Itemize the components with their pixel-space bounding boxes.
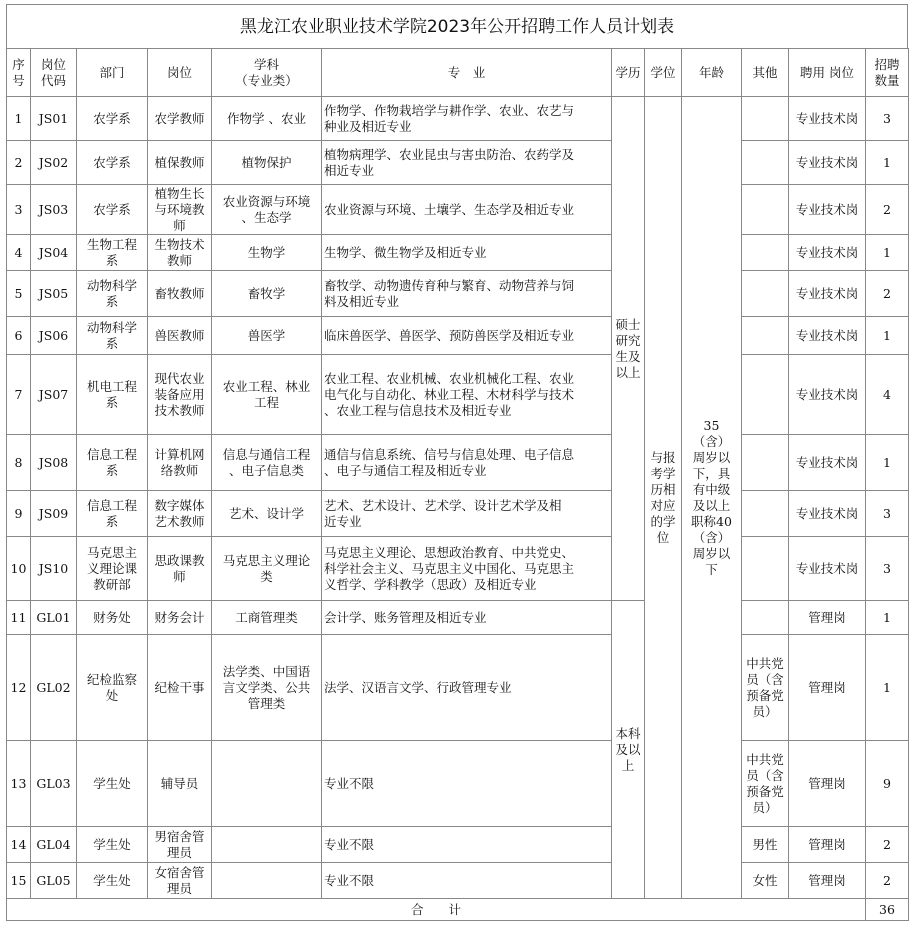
cell-dept (77, 435, 148, 491)
cell-count: 9 (866, 741, 909, 827)
cell-other (742, 271, 789, 317)
cell-discipline (212, 355, 322, 435)
cell-seq: 12 (7, 635, 31, 741)
text-line: 下 (705, 561, 718, 577)
cell-seq: 1 (7, 97, 31, 141)
cell-discipline (212, 741, 322, 827)
text-line: 以上 (615, 364, 641, 380)
text-line: 周岁以 (692, 545, 731, 561)
text-line: 法学、汉语言文学、行政管理专业 (324, 679, 512, 695)
cell-discipline (212, 537, 322, 601)
text-line: 生及 (615, 348, 641, 364)
cell-major (322, 435, 612, 491)
cell-discipline (212, 827, 322, 863)
cell-post-type: 管理岗 (789, 863, 866, 899)
table-row (7, 863, 909, 899)
table-body (7, 97, 909, 921)
text-line: 预备党 (746, 783, 784, 799)
table-row (7, 601, 909, 635)
cell-dept (77, 827, 148, 863)
header-code: 岗位 代码 (31, 49, 77, 97)
cell-count: 1 (866, 435, 909, 491)
cell-other (742, 97, 789, 141)
cell-post (148, 435, 212, 491)
cell-count: 3 (866, 491, 909, 537)
table-row (7, 635, 909, 741)
cell-code: GL01 (31, 601, 77, 635)
text-line: 考学 (650, 465, 676, 481)
cell-count: 1 (866, 317, 909, 355)
text-line: 职称40 (691, 513, 732, 529)
text-line: 与环境教 (154, 201, 205, 217)
text-line: 男宿舍管 (154, 828, 205, 844)
cell-other (742, 635, 789, 741)
cell-dept (77, 863, 148, 899)
header-education: 学历 (612, 49, 645, 97)
cell-code: JS07 (31, 355, 77, 435)
cell-discipline (212, 97, 322, 141)
text-line: 、农业工程与信息技术及相近专业 (324, 402, 512, 418)
cell-seq: 14 (7, 827, 31, 863)
cell-major (322, 141, 612, 185)
text-line: 、电子与通信工程及相近专业 (324, 462, 487, 478)
text-line: 农业工程、林业 (222, 378, 311, 394)
text-line: 研究 (615, 332, 641, 348)
cell-code: JS03 (31, 185, 77, 235)
text-line: 教师 (166, 252, 192, 268)
text-line: 畜牧学 (247, 285, 286, 301)
header-count: 招聘 数量 (866, 49, 909, 97)
text-line: 女性 (752, 872, 778, 888)
sheet-title: 黑龙江农业职业技术学院2023年公开招聘工作人员计划表 (6, 4, 908, 48)
text-line: 教研部 (93, 576, 131, 592)
recruitment-plan-sheet (6, 4, 908, 921)
cell-seq: 7 (7, 355, 31, 435)
text-line: 作物学 、农业 (227, 110, 306, 126)
text-line: 、生态学 (241, 209, 292, 225)
cell-code: GL02 (31, 635, 77, 741)
text-line: 学生处 (93, 775, 131, 791)
cell-discipline (212, 635, 322, 741)
text-line: 动物科学 (86, 277, 137, 293)
text-line: 畜牧教师 (154, 285, 205, 301)
cell-seq: 8 (7, 435, 31, 491)
cell-post (148, 271, 212, 317)
cell-dept (77, 235, 148, 271)
text-line: 农学系 (93, 201, 131, 217)
text-line: 专业不限 (324, 872, 375, 888)
header-row (7, 49, 909, 97)
text-line: 近专业 (324, 513, 362, 529)
cell-dept (77, 491, 148, 537)
cell-count: 2 (866, 863, 909, 899)
cell-post-type: 管理岗 (789, 601, 866, 635)
cell-discipline (212, 863, 322, 899)
cell-other (742, 537, 789, 601)
text-line: 周岁以 (692, 449, 731, 465)
cell-post (148, 141, 212, 185)
cell-seq: 2 (7, 141, 31, 185)
cell-major (322, 601, 612, 635)
cell-discipline (212, 435, 322, 491)
text-line: 农学系 (93, 110, 131, 126)
text-line: 、电子信息类 (228, 462, 304, 478)
cell-discipline (212, 271, 322, 317)
text-line: 系 (105, 394, 119, 410)
cell-discipline (212, 235, 322, 271)
text-line: 作物学、作物栽培学与耕作学、农业、农艺与 (324, 102, 575, 118)
cell-post-type: 专业技术岗 (789, 97, 866, 141)
text-line: 系 (105, 462, 119, 478)
cell-dept (77, 97, 148, 141)
cell-post (148, 97, 212, 141)
text-line: 对应 (650, 497, 676, 513)
cell-post-type: 专业技术岗 (789, 491, 866, 537)
cell-other (742, 491, 789, 537)
cell-code: JS01 (31, 97, 77, 141)
cell-seq: 10 (7, 537, 31, 601)
text-line: 马克思主义理论 (222, 552, 311, 568)
cell-code: JS10 (31, 537, 77, 601)
text-line: 兽医教师 (154, 327, 205, 343)
text-line: 农业资源与环境、土壤学、生态学及相近专业 (324, 201, 575, 217)
cell-post-type: 专业技术岗 (789, 141, 866, 185)
table-row (7, 235, 909, 271)
text-line: 生物技术 (154, 236, 205, 252)
text-line: 生物学、微生物学及相近专业 (324, 244, 487, 260)
text-line: 位 (656, 529, 670, 545)
cell-count: 3 (866, 97, 909, 141)
text-line: 信息与通信工程 (222, 446, 311, 462)
text-line: 男性 (752, 836, 778, 852)
text-line: 通信与信息系统、信号与信息处理、电子信息 (324, 446, 575, 462)
cell-major (322, 355, 612, 435)
text-line: 生物学 (247, 244, 286, 260)
cell-age (682, 97, 742, 899)
cell-other (742, 827, 789, 863)
cell-post-type: 专业技术岗 (789, 271, 866, 317)
header-other: 其他 (742, 49, 789, 97)
cell-seq: 11 (7, 601, 31, 635)
cell-code: JS06 (31, 317, 77, 355)
cell-dept (77, 635, 148, 741)
text-line: 与报 (650, 449, 676, 465)
cell-dept (77, 271, 148, 317)
table-row (7, 827, 909, 863)
cell-discipline (212, 491, 322, 537)
text-line: 有中级 (692, 481, 731, 497)
text-line: 义哲学、学科教学（思政）及相近专业 (324, 576, 537, 592)
cell-dept (77, 741, 148, 827)
cell-degree (645, 97, 682, 899)
total-label: 合 计 (7, 899, 866, 921)
text-line: 植物生长 (154, 185, 205, 201)
cell-code: JS09 (31, 491, 77, 537)
cell-count: 2 (866, 827, 909, 863)
text-line: 植物保护 (241, 154, 292, 170)
text-line: 会计学、账务管理及相近专业 (324, 609, 487, 625)
cell-education-graduate (612, 97, 645, 601)
cell-count: 3 (866, 537, 909, 601)
table-row (7, 317, 909, 355)
cell-major (322, 635, 612, 741)
text-line: 系 (105, 513, 119, 529)
text-line: 预备党 (746, 687, 784, 703)
text-line: 络教师 (160, 462, 199, 478)
text-line: 技术教师 (154, 402, 205, 418)
cell-seq: 9 (7, 491, 31, 537)
cell-code: JS02 (31, 141, 77, 185)
cell-post (148, 235, 212, 271)
cell-major (322, 185, 612, 235)
cell-post-type: 管理岗 (789, 827, 866, 863)
text-line: 处 (105, 687, 119, 703)
cell-count: 1 (866, 601, 909, 635)
cell-count: 1 (866, 635, 909, 741)
header-major: 专 业 (322, 49, 612, 97)
text-line: 系 (105, 252, 119, 268)
cell-dept (77, 537, 148, 601)
header-age: 年龄 (682, 49, 742, 97)
text-line: 系 (105, 293, 119, 309)
text-line: 临床兽医学、兽医学、预防兽医学及相近专业 (324, 327, 575, 343)
table-row (7, 355, 909, 435)
text-line: 财务处 (93, 609, 131, 625)
header-discipline: 学科 （专业类） (212, 49, 322, 97)
text-line: 植物病理学、农业昆虫与害虫防治、农药学及 (324, 146, 575, 162)
cell-other (742, 863, 789, 899)
text-line: 植保教师 (154, 154, 205, 170)
text-line: 现代农业 (154, 370, 205, 386)
text-line: 专业不限 (324, 836, 375, 852)
header-seq: 序 号 (7, 49, 31, 97)
cell-major (322, 317, 612, 355)
cell-seq: 4 (7, 235, 31, 271)
text-line: 农学教师 (154, 110, 205, 126)
text-line: 艺术、设计学 (228, 505, 304, 521)
cell-other (742, 317, 789, 355)
cell-seq: 3 (7, 185, 31, 235)
text-line: 数字媒体 (154, 497, 205, 513)
text-line: 马克思主义理论、思想政治教育、中共党史、 (324, 544, 575, 560)
text-line: 员） (752, 799, 778, 815)
text-line: 本科 (615, 725, 641, 741)
cell-count: 1 (866, 235, 909, 271)
cell-post (148, 355, 212, 435)
text-line: 及以上 (692, 497, 731, 513)
text-line: 中共党 (746, 655, 784, 671)
cell-dept (77, 317, 148, 355)
text-line: 理员 (166, 880, 192, 896)
text-line: 师 (173, 217, 186, 233)
text-line: 35 (703, 417, 720, 433)
text-line: 思政课教 (154, 552, 205, 568)
table-row (7, 537, 909, 601)
recruitment-table (6, 48, 909, 921)
text-line: 系 (105, 335, 119, 351)
cell-post (148, 317, 212, 355)
cell-other (742, 185, 789, 235)
total-value: 36 (866, 899, 909, 921)
header-dept: 部门 (77, 49, 148, 97)
text-line: 中共党 (746, 751, 784, 767)
text-line: 学生处 (93, 872, 131, 888)
text-line: 工商管理类 (235, 609, 298, 625)
cell-other (742, 435, 789, 491)
cell-code: JS08 (31, 435, 77, 491)
cell-post-type: 管理岗 (789, 741, 866, 827)
cell-post-type: 管理岗 (789, 635, 866, 741)
cell-other (742, 141, 789, 185)
cell-code: JS05 (31, 271, 77, 317)
text-line: 员（含 (746, 767, 784, 783)
text-line: 类 (260, 568, 273, 584)
text-line: 动物科学 (86, 319, 137, 335)
cell-code: GL04 (31, 827, 77, 863)
cell-major (322, 491, 612, 537)
cell-code: GL05 (31, 863, 77, 899)
text-line: 管理类 (247, 695, 286, 711)
cell-post (148, 185, 212, 235)
text-line: 上 (621, 757, 635, 773)
cell-major (322, 827, 612, 863)
text-line: 专业不限 (324, 775, 375, 791)
cell-count: 1 (866, 141, 909, 185)
cell-post-type: 专业技术岗 (789, 355, 866, 435)
cell-count: 2 (866, 271, 909, 317)
text-line: 财务会计 (154, 609, 205, 625)
cell-post (148, 741, 212, 827)
cell-dept (77, 141, 148, 185)
cell-major (322, 97, 612, 141)
total-row (7, 899, 909, 921)
cell-other (742, 235, 789, 271)
cell-dept (77, 601, 148, 635)
header-degree: 学位 (645, 49, 682, 97)
cell-post-type: 专业技术岗 (789, 185, 866, 235)
text-line: 农学系 (93, 154, 131, 170)
text-line: 艺术、艺术设计、艺术学、设计艺术学及相 (324, 497, 562, 513)
text-line: 历相 (650, 481, 676, 497)
text-line: 理员 (166, 844, 192, 860)
text-line: 纪检监察 (86, 671, 137, 687)
text-line: （含） (692, 529, 731, 545)
text-line: 兽医学 (247, 327, 286, 343)
text-line: 纪检干事 (154, 679, 205, 695)
text-line: 马克思主 (86, 544, 137, 560)
text-line: 师 (173, 568, 186, 584)
table-row (7, 97, 909, 141)
cell-seq: 5 (7, 271, 31, 317)
text-line: 法学类、中国语 (222, 663, 311, 679)
text-line: 科学社会主义、马克思主义中国化、马克思主 (324, 560, 575, 576)
text-line: 料及相近专业 (324, 293, 400, 309)
table-row (7, 435, 909, 491)
text-line: 计算机网 (154, 446, 205, 462)
cell-seq: 13 (7, 741, 31, 827)
text-line: 硕士 (615, 316, 641, 332)
cell-major (322, 271, 612, 317)
text-line: 员） (752, 703, 778, 719)
text-line: 的学 (650, 513, 676, 529)
cell-code: GL03 (31, 741, 77, 827)
text-line: 信息工程 (86, 446, 137, 462)
table-row (7, 491, 909, 537)
cell-code: JS04 (31, 235, 77, 271)
cell-post (148, 601, 212, 635)
cell-post-type: 专业技术岗 (789, 537, 866, 601)
text-line: 信息工程 (86, 497, 137, 513)
text-line: 女宿舍管 (154, 864, 205, 880)
text-line: 下，具 (692, 465, 731, 481)
cell-major (322, 235, 612, 271)
cell-seq: 6 (7, 317, 31, 355)
cell-dept (77, 355, 148, 435)
cell-major (322, 741, 612, 827)
text-line: 言文学类、公共 (222, 679, 311, 695)
table-row (7, 271, 909, 317)
text-line: 畜牧学、动物遗传育种与繁育、动物营养与饲 (324, 277, 575, 293)
text-line: 种业及相近专业 (324, 118, 412, 134)
header-post-type: 聘用 岗位 (789, 49, 866, 97)
cell-major (322, 863, 612, 899)
cell-other (742, 355, 789, 435)
cell-post (148, 635, 212, 741)
cell-dept (77, 185, 148, 235)
cell-discipline (212, 141, 322, 185)
cell-post-type: 专业技术岗 (789, 317, 866, 355)
text-line: 员（含 (746, 671, 784, 687)
cell-post (148, 491, 212, 537)
text-line: 农业工程、农业机械、农业机械化工程、农业 (324, 370, 575, 386)
text-line: （含） (692, 433, 731, 449)
table-row (7, 141, 909, 185)
cell-post (148, 827, 212, 863)
text-line: 工程 (253, 394, 279, 410)
text-line: 艺术教师 (154, 513, 205, 529)
cell-post (148, 537, 212, 601)
text-line: 生物工程 (86, 236, 137, 252)
cell-post (148, 863, 212, 899)
cell-count: 4 (866, 355, 909, 435)
table-row (7, 185, 909, 235)
cell-education-undergraduate (612, 601, 645, 899)
cell-seq: 15 (7, 863, 31, 899)
text-line: 相近专业 (324, 162, 375, 178)
cell-discipline (212, 317, 322, 355)
cell-other (742, 741, 789, 827)
text-line: 学生处 (93, 836, 131, 852)
header-post: 岗位 (148, 49, 212, 97)
cell-post-type: 专业技术岗 (789, 235, 866, 271)
text-line: 农业资源与环境 (222, 193, 311, 209)
table-row (7, 741, 909, 827)
cell-post-type: 专业技术岗 (789, 435, 866, 491)
text-line: 及以 (615, 741, 641, 757)
text-line: 电气化与自动化、林业工程、木材科学与技术 (324, 386, 575, 402)
cell-other (742, 601, 789, 635)
text-line: 义理论课 (86, 560, 137, 576)
cell-discipline (212, 185, 322, 235)
text-line: 辅导员 (160, 775, 199, 791)
cell-count: 2 (866, 185, 909, 235)
cell-discipline (212, 601, 322, 635)
text-line: 装备应用 (154, 386, 205, 402)
text-line: 机电工程 (86, 378, 137, 394)
cell-major (322, 537, 612, 601)
